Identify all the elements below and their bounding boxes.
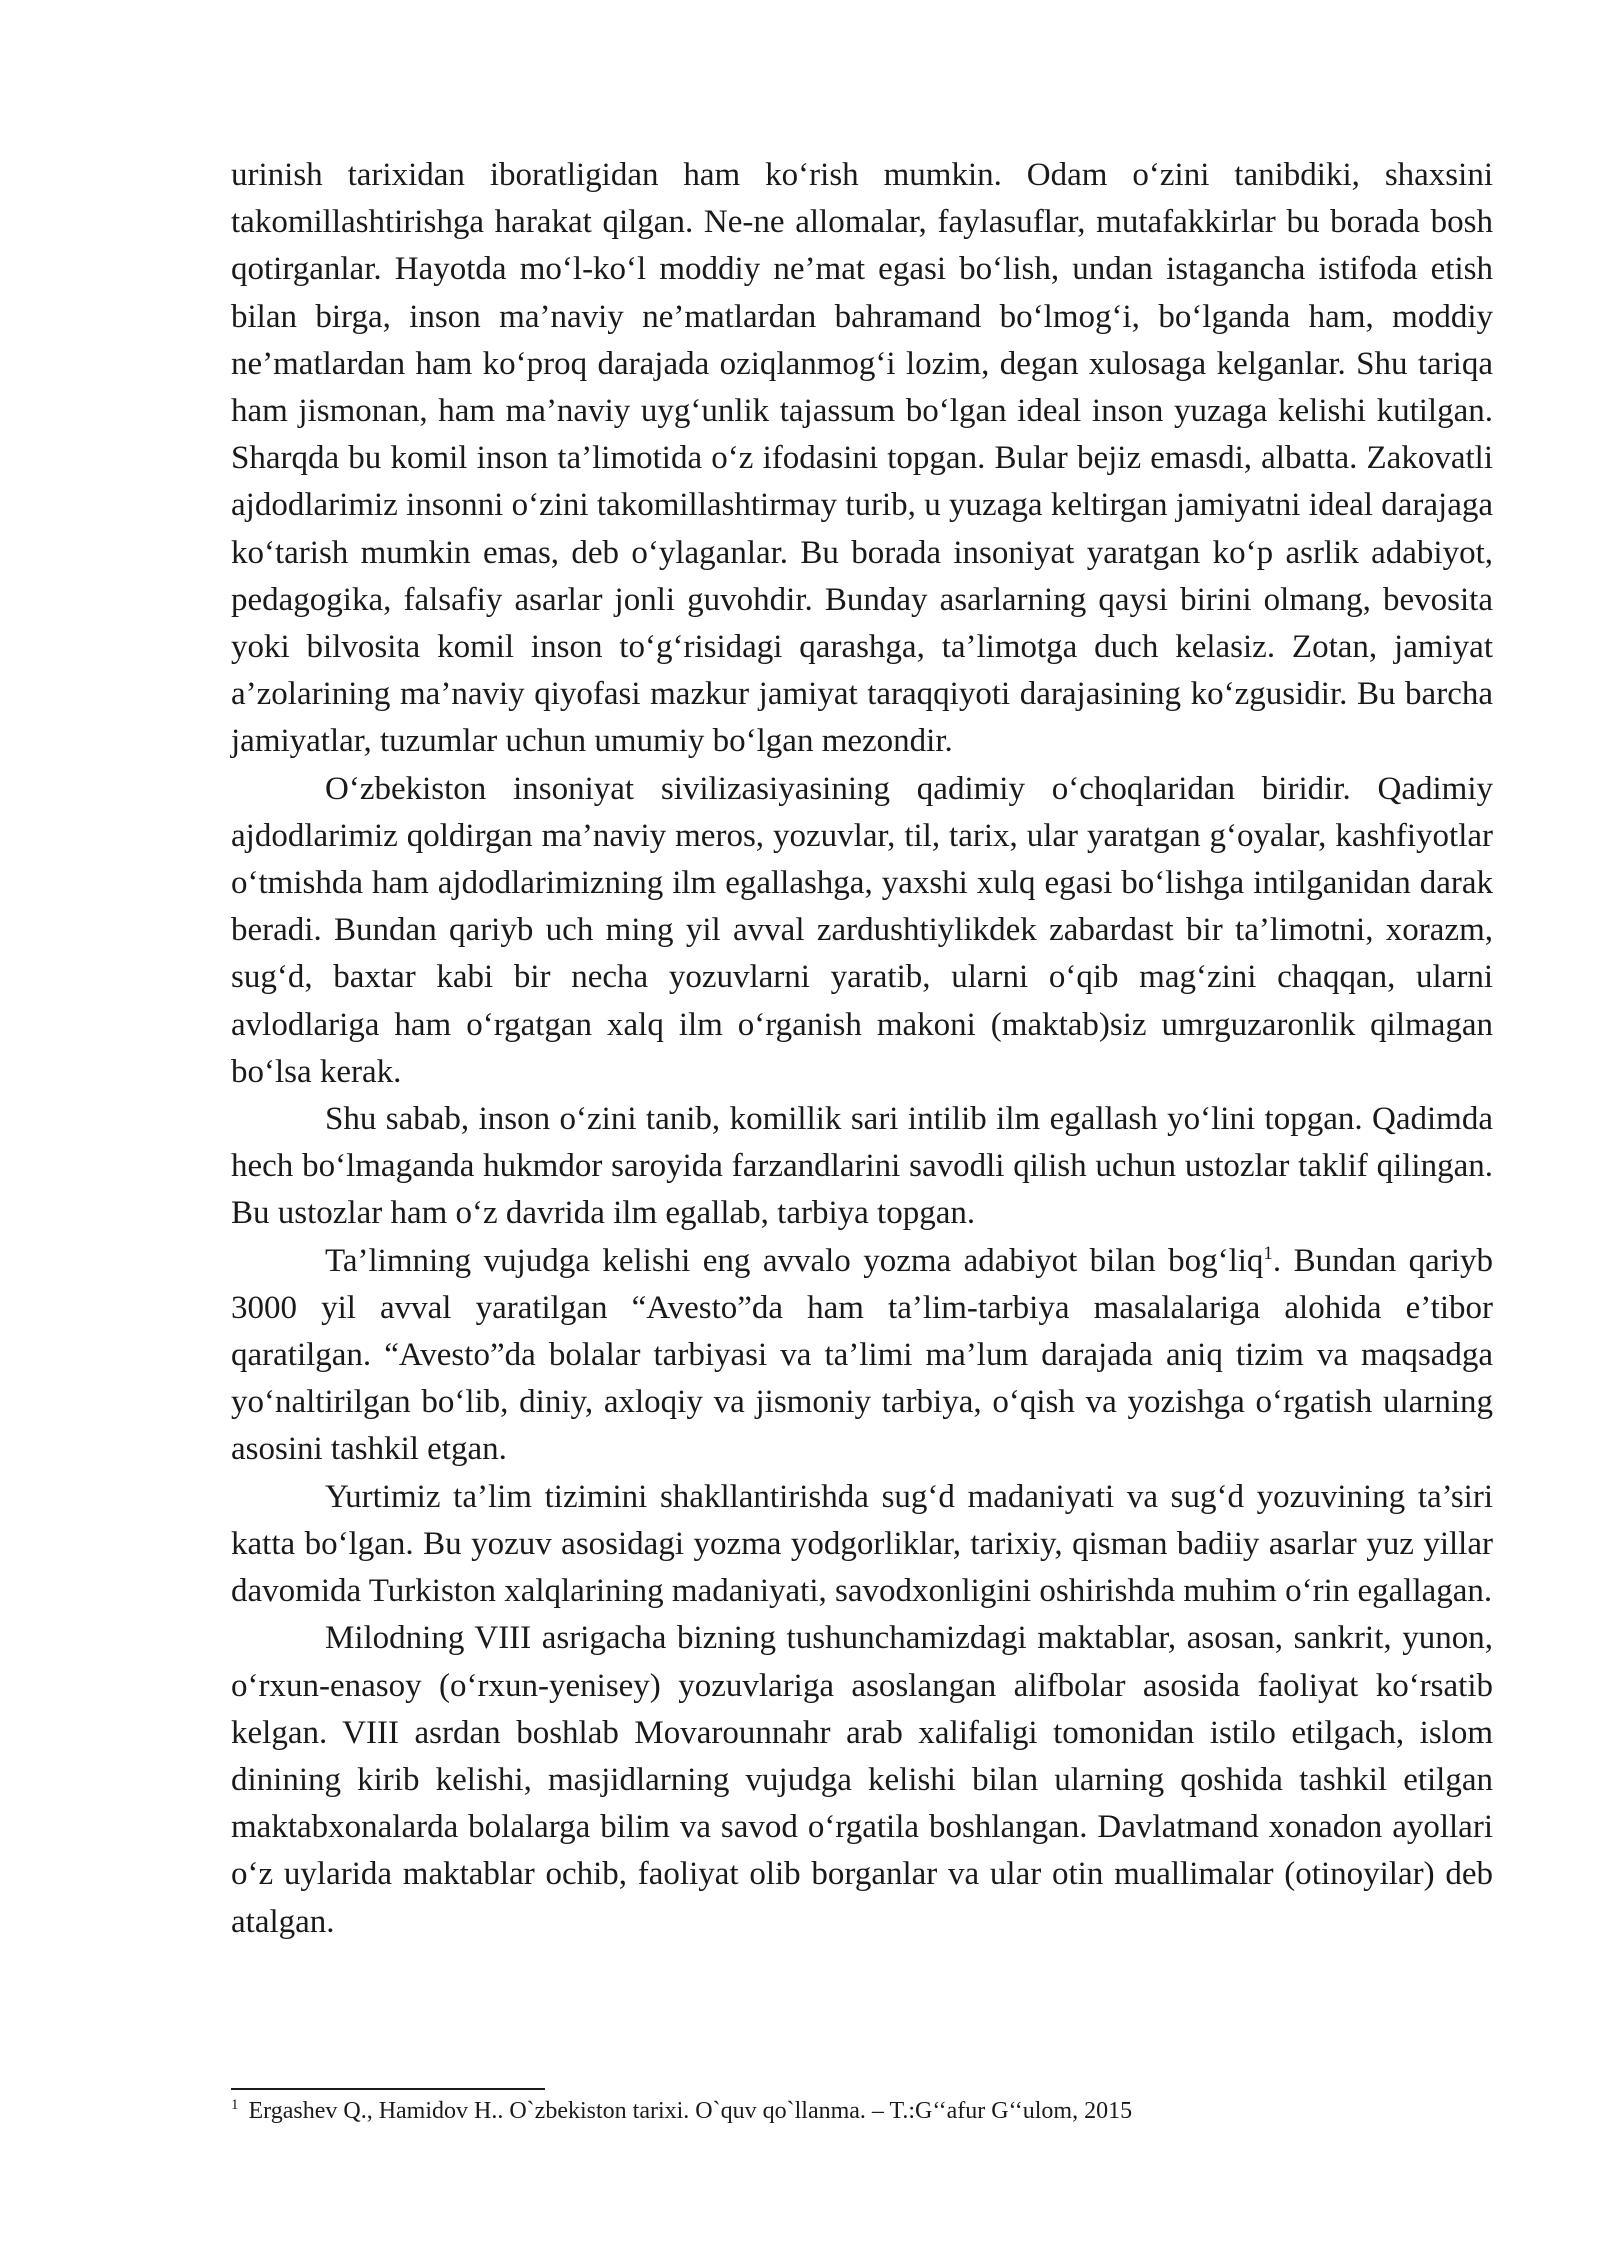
paragraph-self-knowledge: Shu sabab, inson o‘zini tanib, komillik sari intilib ilm egallash yo‘lini topgan. Qadimda hech bo‘lmaganda hukmdor saroyida farzandlarini savodli qilish uchun ustozlar taklif qilingan. Bu ustozlar ham o‘z davrida ilm egallab, tarbiya topgan. xyxy=(231,1101,1493,1232)
paragraph-eighth-century-schools: Milodning VIII asrigacha bizning tushunchamizdagi maktablar, asosan, sankrit, yunon, o‘rxun-enasoy (o‘rxun-yenisey) yozuvlariga asoslangan alifbolar asosida faoliyat ko‘rsatib kelgan. VIII asrdan boshlab Movarounnahr arab xalifaligi tomonidan istilo etilgach, islom dinining kirib kelishi, masjidlarning vujudga kelishi bilan ularning qoshida tashkil etilgan maktabxonalarda bolalarga bilim va savod o‘rgatila boshlangan. Davlatmand xonadon ayollari o‘z uylarida maktablar ochib, faoliyat olib borganlar va ular otin muallimalar (otinoyilar) deb atalgan. xyxy=(231,1620,1493,1940)
paragraph-avesto-rest: . Bundan qariyb 3000 yil avval yaratilgan “Avesto”da ham ta’lim-tarbiya masalalariga alohida e’tibor qaratilgan. “Avesto”da bolalar tarbiyasi va ta’limi ma’lum darajada aniq tizim va maqsadga yo‘naltirilgan bo‘lib, diniy, axloqiy va jismoniy tarbiya, o‘qish va yozishga o‘rgatish ularning asosini tashkil etgan. xyxy=(231,1242,1493,1468)
page-body xyxy=(231,152,1493,1946)
footnote-reference[interactable]: 1 xyxy=(1263,1242,1273,1264)
footnote-marker: 1 xyxy=(231,2097,239,2113)
paragraph-uzbekistan-civilization: O‘zbekiston insoniyat sivilizasiyasining qadimiy o‘choqlaridan biridir. Qadimiy ajdodlarimiz qoldirgan ma’naviy meros, yozuvlar, til, tarix, ular yaratgan g‘oyalar, kashfiyotlar o‘tmishda ham ajdodlarimizning ilm egallashga, yaxshi xulq egasi bo‘lishga intilganidan darak beradi. Bundan qariyb uch ming yil avval zardushtiylikdek zabardast bir ta’limotni, xorazm, sug‘d, baxtar kabi bir necha yozuvlarni yaratib, ularni o‘qib mag‘zini chaqqan, ularni avlodlariga ham o‘rgatgan xalq ilm o‘rganish makoni (maktab)siz umrguzaronlik qilmagan bo‘lsa kerak. xyxy=(231,770,1493,1090)
footnote-separator xyxy=(231,2088,545,2090)
footnote xyxy=(231,2096,1493,2126)
paragraph-continuation: urinish tarixidan iboratligidan ham ko‘rish mumkin. Odam o‘zini tanibdiki, shaxsini takomillashtirishga harakat qilgan. Ne-ne allomalar, faylasuflar, mutafakkirlar bu borada bosh qotirganlar. Hayotda mo‘l-ko‘l moddiy ne’mat egasi bo‘lish, undan istagancha istifoda etish bilan birga, inson ma’naviy ne’matlardan bahramand bo‘lmog‘i, bo‘lganda ham, moddiy ne’matlardan ham ko‘proq darajada oziqlanmog‘i lozim, degan xulosaga kelganlar. Shu tariqa ham jismonan, ham ma’naviy uyg‘unlik tajassum bo‘lgan ideal inson yuzaga kelishi kutilgan. Sharqda bu komil inson ta’limotida o‘z ifodasini topgan. Bular bejiz emasdi, albatta. Zakovatli ajdodlarimiz insonni o‘zini takomillashtirmay turib, u yuzaga keltirgan jamiyatni ideal darajaga ko‘tarish mumkin emas, deb o‘ylaganlar. Bu borada insoniyat yaratgan ko‘p asrlik adabiyot, pedagogika, falsafiy asarlar jonli guvohdir. Bunday asarlarning qaysi birini olmang, bevosita yoki bilvosita komil inson to‘g‘risidagi qarashga, ta’limotga duch kelasiz. Zotan, jamiyat a’zolarining ma’naviy qiyofasi mazkur jamiyat taraqqiyoti darajasining ko‘zgusidir. Bu barcha jamiyatlar, tuzumlar uchun umumiy bo‘lgan mezondir. xyxy=(231,157,1493,760)
paragraph-avesto-start: Ta’limning vujudga kelishi eng avvalo yozma adabiyot bilan bog‘liq xyxy=(325,1242,1264,1279)
footnote-text: Ergashev Q., Hamidov H.. O`zbekiston tarixi. O`quv qo`llanma. – T.:G‘‘afur G‘‘ulom, 2015 xyxy=(248,2098,1133,2124)
paragraph-avesto xyxy=(231,1238,1493,1474)
paragraph-sogdian-script: Yurtimiz ta’lim tizimini shakllantirishda sug‘d madaniyati va sug‘d yozuvining ta’siri katta bo‘lgan. Bu yozuv asosidagi yozma yodgorliklar, tarixiy, qisman badiiy asarlar yuz yillar davomida Turkiston xalqlarining madaniyati, savodxonligini oshirishda muhim o‘rin egallagan. xyxy=(231,1478,1493,1610)
